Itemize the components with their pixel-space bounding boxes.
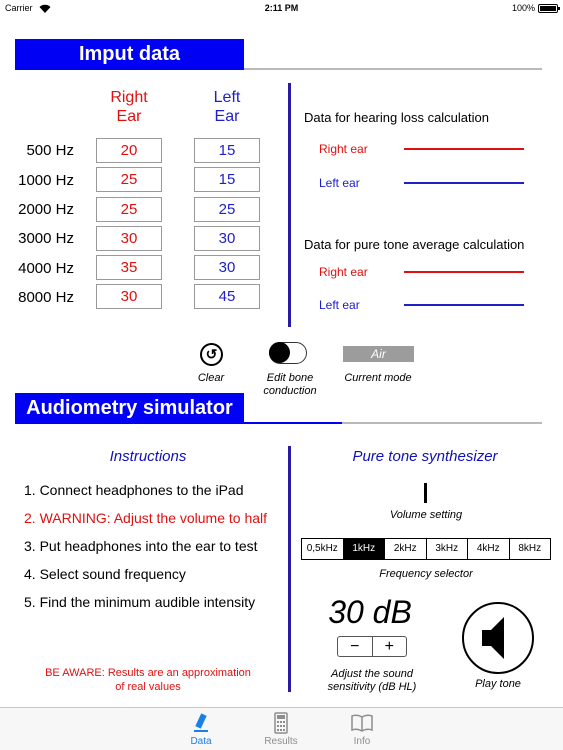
instruction-item: 5. Find the minimum audible intensity [24,594,256,610]
left-ear-input[interactable]: 30 [194,255,260,280]
current-mode-indicator: Air [343,346,414,362]
freq-label: 3000 Hz [18,230,74,247]
synthesizer-title: Pure tone synthesizer [352,448,498,465]
legend-left-ear: Left ear [319,176,360,190]
legend-left-ear-line [404,304,524,306]
right-ear-input[interactable]: 30 [96,284,162,309]
right-ear-input[interactable]: 25 [96,167,162,192]
simulator-section-title: Audiometry simulator [15,393,244,424]
volume-label: Volume setting [389,509,463,521]
frequency-selector [301,538,551,560]
pencil-icon [190,712,212,734]
calculator-icon [270,712,292,734]
instructions-title: Instructions [109,448,187,465]
status-bar [0,0,563,16]
play-tone-button[interactable] [462,602,534,674]
left-ear-header: Left Ear [213,89,241,125]
speaker-icon [464,604,532,672]
freq-label: 500 Hz [26,142,74,159]
vertical-divider [288,83,291,327]
clear-label: Clear [197,372,225,384]
left-ear-input[interactable]: 25 [194,197,260,222]
legend-right-ear-line [404,271,524,273]
frequency-selector-label: Frequency selector [379,568,473,580]
frequency-option[interactable]: 3kHz [427,539,469,559]
bone-conduction-toggle[interactable] [269,342,307,364]
frequency-option[interactable]: 4kHz [468,539,510,559]
pure-tone-legend-title: Data for pure tone average calculation [304,237,525,252]
freq-label: 2000 Hz [18,201,74,218]
legend-right-ear: Right ear [319,142,368,156]
input-section-title: Imput data [15,39,244,70]
current-mode-label: Current mode [344,372,412,384]
right-ear-header: Right Ear [110,89,148,125]
right-ear-input[interactable]: 25 [96,197,162,222]
carrier-label: Carrier [5,3,33,13]
legend-right-ear-line [404,148,524,150]
sensitivity-stepper [337,636,407,657]
left-ear-input[interactable]: 15 [194,167,260,192]
tab-results[interactable]: Results [251,712,311,747]
freq-label: 4000 Hz [18,260,74,277]
instruction-item: 3. Put headphones into the ear to test [24,538,258,554]
clear-button[interactable] [200,343,223,366]
freq-label: 8000 Hz [18,289,74,306]
left-ear-input[interactable]: 45 [194,284,260,309]
right-ear-input[interactable]: 35 [96,255,162,280]
decrement-button[interactable]: − [338,637,373,656]
battery-percent: 100% [511,3,535,13]
instruction-warning: 2. WARNING: Adjust the volume to half [24,510,268,526]
frequency-option[interactable]: 8kHz [518,543,542,554]
frequency-option[interactable]: 2kHz [385,539,427,559]
db-readout: 30 dB [328,594,412,630]
vertical-divider [288,446,291,692]
play-tone-label: Play tone [475,678,521,690]
approximation-note: BE AWARE: Results are an approximation of real values [45,667,251,693]
hearing-loss-legend-title: Data for hearing loss calculation [304,110,489,125]
toggle-knob [269,342,290,363]
bone-conduction-label: Edit bone conduction [263,372,317,397]
clock: 2:11 PM [264,3,299,13]
instruction-item: 4. Select sound frequency [24,566,186,582]
right-ear-input[interactable]: 20 [96,138,162,163]
instruction-item: 1. Connect headphones to the iPad [24,482,244,498]
tab-info[interactable]: Info [332,712,392,747]
freq-label: 1000 Hz [18,172,74,189]
frequency-option-selected[interactable]: 1kHz [344,539,386,559]
frequency-option[interactable]: 0,5kHz [302,539,344,559]
tab-data[interactable]: Data [171,712,231,747]
left-ear-input[interactable]: 30 [194,226,260,251]
right-ear-input[interactable]: 30 [96,226,162,251]
legend-left-ear-line [404,182,524,184]
refresh-icon: ↺ [205,346,218,362]
book-icon [350,712,374,734]
legend-right-ear: Right ear [319,265,368,279]
battery-icon [538,4,558,13]
volume-indicator [424,483,427,503]
left-ear-input[interactable]: 15 [194,138,260,163]
tab-bar [0,707,563,750]
sensitivity-label: Adjust the sound sensitivity (dB HL) [327,668,417,693]
increment-button[interactable]: + [384,638,394,655]
section-divider [342,422,542,424]
legend-left-ear: Left ear [319,298,360,312]
